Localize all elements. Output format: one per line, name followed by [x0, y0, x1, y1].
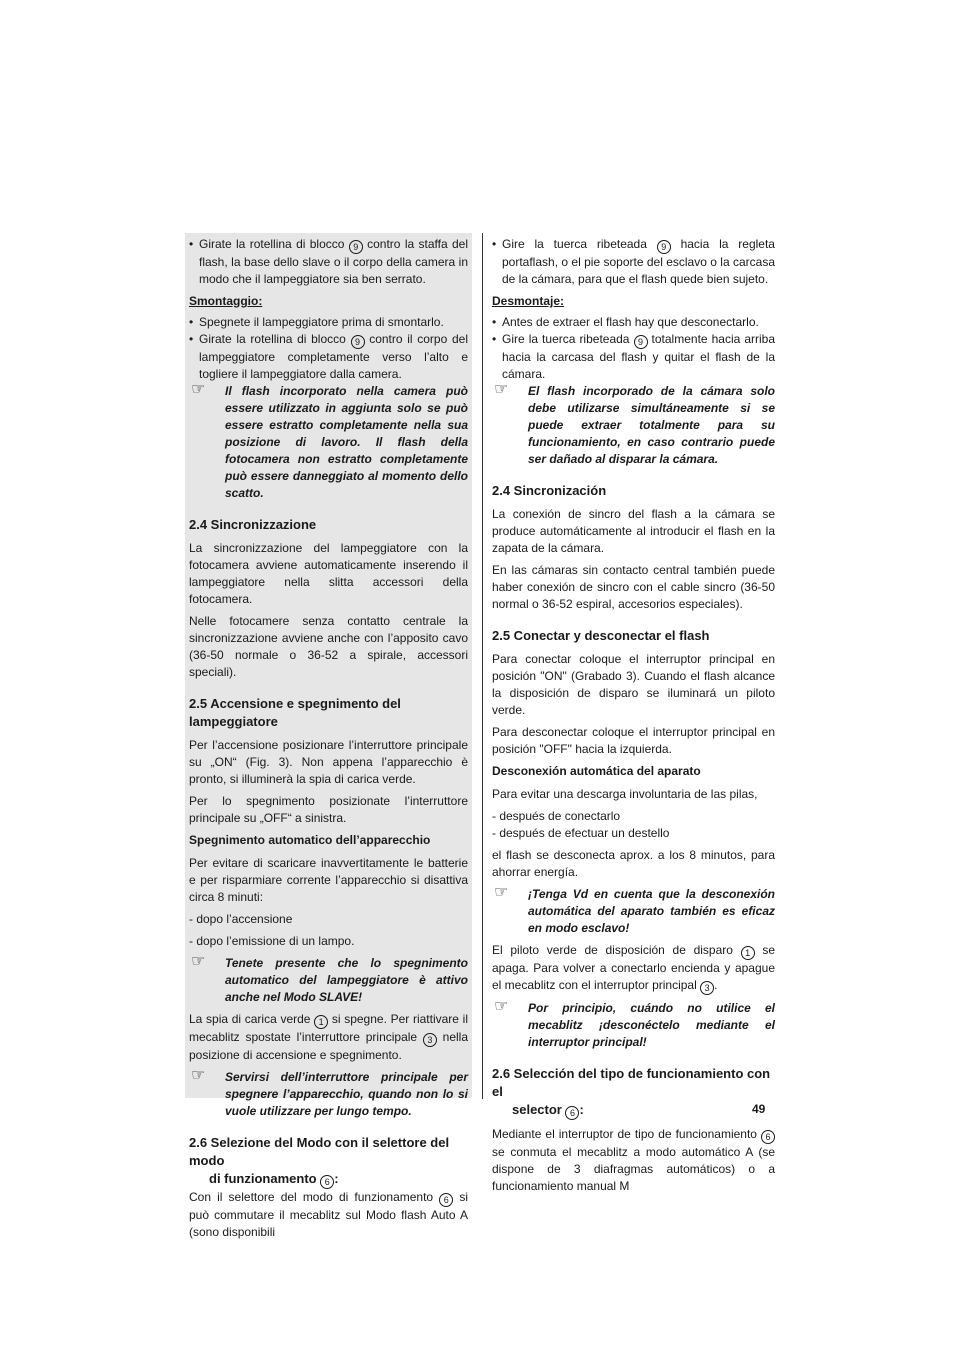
paragraph: La spia di carica verde 1 si spegne. Per riattivare il mecablitz spostate l’interruttore principale 3 nella posizione di accensione e spegnimento. [189, 1012, 469, 1062]
paragraph: La sincronizzazione del lampeggiatore con la fotocamera avviene automaticamente inserendo il lampeggiatore nella slitta accessori della fotocamera. [189, 541, 468, 606]
pointing-hand-icon: ☞ [191, 381, 206, 398]
paragraph: La conexión de sincro del flash a la cámara se produce automáticamente al introducir el flash en la zapata de la cámara. [492, 507, 775, 555]
pointing-hand-icon: ☞ [494, 381, 509, 398]
note-main-switch: ☞ Servirsi dell’interruttore principale per spegnere l’apparecchio, quando non lo si vuole utilizzare per lungo tempo. [191, 1067, 468, 1118]
heading-2-4: 2.4 Sincronización [492, 483, 607, 498]
list-item: - dopo l’emissione di un lampo. [189, 934, 355, 948]
subheading-auto-off: Spegnimento automatico dell’apparecchio [189, 833, 431, 847]
bullet-mount: • Girate la rotellina di blocco 9 contro la staffa del flash, la base dello slave o il corpo della camera in modo che il lampeggiatore sia ben serrato. [189, 236, 468, 288]
column-divider [482, 233, 483, 1099]
note-slave: ☞ Tenete presente che lo spegnimento automatico del lampeggiatore è attivo anche nel Modo SLAVE! [191, 953, 468, 1004]
list-item: - después de conectarlo [492, 809, 621, 823]
ref-number: 6 [565, 1106, 579, 1120]
note-built-in-flash: ☞ Il flash incorporato nella camera può essere utilizzato in aggiunta solo se può essere estratto completamente nella sua posizione di lavoro. Il flash della fotocamera non estratto completamente può essere danneggiato al momento dello scatto. [191, 381, 468, 500]
paragraph: Con il selettore del modo di funzionamento 6 si può commutare il mecablitz sul Modo flash Auto A (sono disponibili [189, 1190, 468, 1239]
note-built-in-flash: ☞ El flash incorporado de la cámara solo debe utilizarse simultáneamente si se puede extraer totalmente para su funcionamiento, en caso contrario puede ser dañado al disparar la cámara. [494, 381, 775, 466]
subheading-auto-off: Desconexión automática del aparato [492, 764, 701, 778]
heading-2-6: 2.6 Selección del tipo de funcionamiento con el selector 6 : [492, 1066, 771, 1118]
paragraph: El piloto verde de disposición de disparo 1 se apaga. Para volver a conectarlo encienda y apague el mecablitz con el interruptor principal 3 . [492, 943, 775, 993]
bullet-desmontaje-1: • Antes de extraer el flash hay que desconectarlo. [492, 314, 775, 331]
bullet-desmontaje-2: • Gire la tuerca ribeteada 9 totalmente hacia arriba hacia la carcasa del flash y quitar el flash de la cámara. [492, 331, 775, 383]
paragraph: Para conectar coloque el interruptor principal en posición "ON" (Grabado 3). Cuando el flash alcance la disposición de disparo se iluminará un piloto verde. [492, 652, 775, 717]
paragraph: Mediante el interruptor de tipo de funcionamiento 6 se conmuta el mecablitz a modo automático A (se dispone de 3 diafragmas automáticos) o a funcionamiento manual M [492, 1127, 775, 1193]
spanish-column [492, 233, 775, 1200]
paragraph: Nelle fotocamere senza contatto centrale la sincronizzazione avviene anche con l’apposito cavo (36-50 normale o 36-52 a spirale, accessori speciali). [189, 614, 468, 679]
ref-number: 1 [741, 946, 755, 960]
bullet-mount: • Gire la tuerca ribeteada 9 hacia la regleta portaflash, o el pie soporte del esclavo o la carcasa de la cámara, para que el flash quede bien sujeto. [492, 236, 775, 288]
note-slave: ☞ ¡Tenga Vd en cuenta que la desconexión automática del aparato también es eficaz en modo esclavo! [494, 884, 775, 935]
heading-2-4: 2.4 Sincronizzazione [189, 517, 317, 532]
heading-2-5: 2.5 Accensione e spegnimento del lampeggiatore [189, 696, 401, 729]
note-main-switch: ☞ Por principio, cuándo no utilice el mecablitz ¡desconéctelo mediante el interruptor principal! [494, 998, 775, 1049]
bullet-smontaggio-2: • Girate la rotellina di blocco 9 contro il corpo del lampeggiatore completamente verso l’alto e togliere il lampeggiatore dalla camera. [189, 331, 468, 383]
heading-2-6: 2.6 Selezione del Modo con il selettore del modo di funzionamento 6 : [189, 1135, 450, 1187]
ref-number: 6 [320, 1175, 334, 1189]
italian-column [185, 233, 472, 1239]
ref-number: 9 [351, 335, 365, 349]
heading-2-5: 2.5 Conectar y desconectar el flash [492, 628, 710, 643]
paragraph: el flash se desconecta aprox. a los 8 minutos, para ahorrar energía. [492, 848, 775, 879]
paragraph: En las cámaras sin contacto central también puede haber conexión de sincro con el cable sincro (36-50 normal o 36-52 espiral, accesorios especiales). [492, 563, 775, 611]
bullet-smontaggio-1: • Spegnete il lampeggiatore prima di smontarlo. [189, 314, 468, 331]
pointing-hand-icon: ☞ [191, 953, 206, 970]
paragraph: Per l’accensione posizionare l’interruttore principale su „ON“ (Fig. 3). Non appena l’apparecchio è pronto, si illuminerà la spia di carica verde. [189, 738, 468, 786]
ref-number: 6 [761, 1130, 775, 1144]
paragraph: Para desconectar coloque el interruptor principal en posición "OFF" hacia la izquierda. [492, 725, 775, 756]
ref-number: 9 [657, 240, 671, 254]
paragraph: Per evitare di scaricare inavvertitamente le batterie e per risparmiare corrente l’apparecchio si disattiva circa 8 minuti: [189, 856, 468, 904]
ref-number: 9 [349, 240, 363, 254]
ref-number: 3 [423, 1033, 437, 1047]
desmontaje-title: Desmontaje: [492, 294, 565, 308]
paragraph: Para evitar una descarga involuntaria de las pilas, [492, 787, 758, 801]
pointing-hand-icon: ☞ [191, 1067, 206, 1084]
ref-number: 1 [314, 1015, 328, 1029]
list-item: - después de efectuar un destello [492, 826, 670, 840]
list-item: - dopo l’accensione [189, 912, 293, 926]
pointing-hand-icon: ☞ [494, 884, 509, 901]
ref-number: 3 [700, 981, 714, 995]
ref-number: 9 [634, 335, 648, 349]
smontaggio-title: Smontaggio: [189, 294, 263, 308]
pointing-hand-icon: ☞ [494, 998, 509, 1015]
paragraph: Per lo spegnimento posizionate l’interruttore principale su „OFF“ a sinistra. [189, 794, 468, 825]
page-number: 49 [752, 1102, 766, 1116]
ref-number: 6 [439, 1193, 453, 1207]
